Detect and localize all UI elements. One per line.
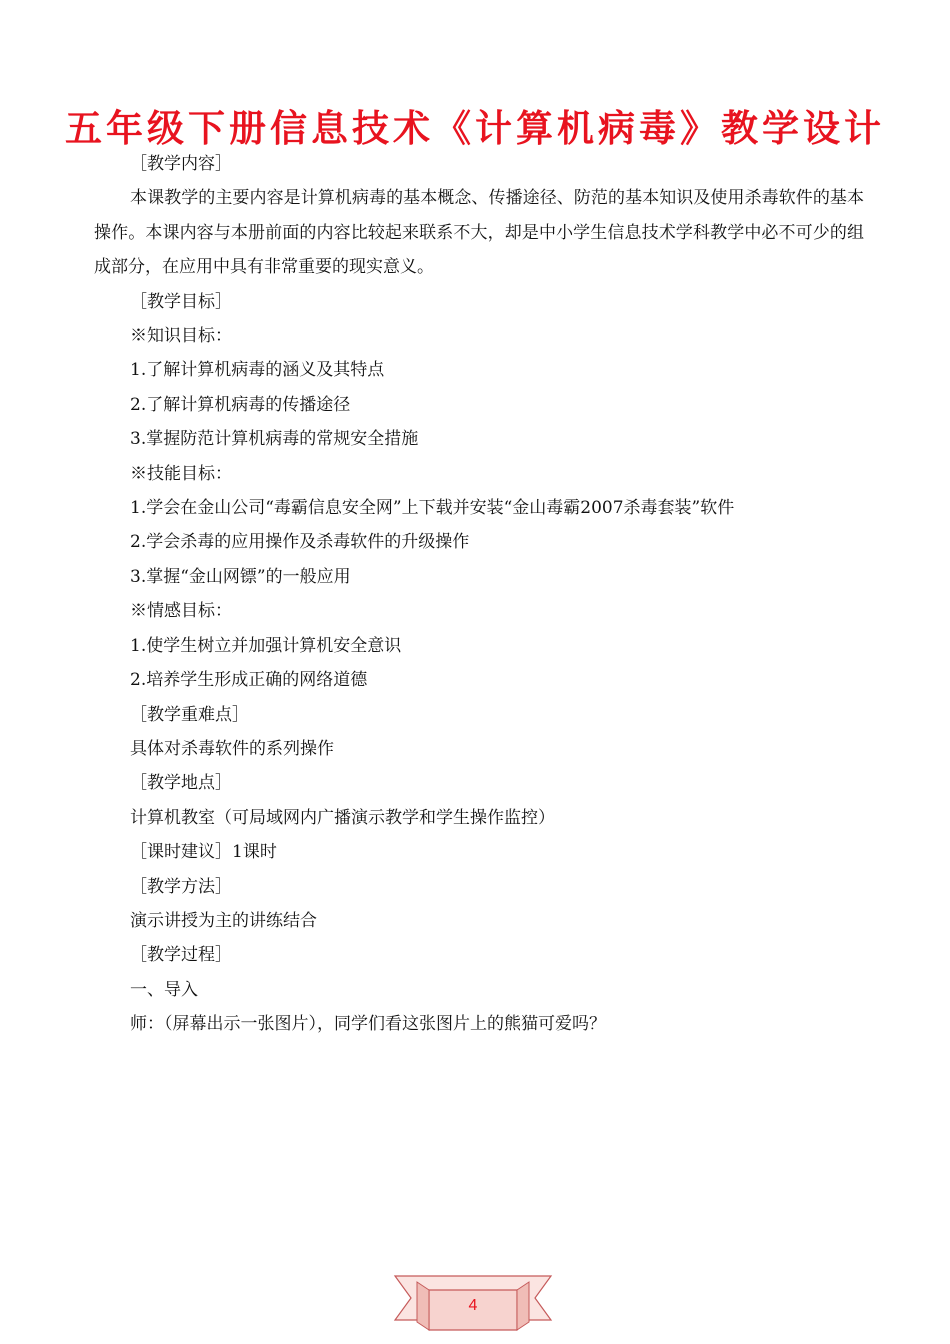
section-heading-content: ［教学内容］ [130, 154, 232, 174]
paragraph-keypoints: 具体对杀毒软件的系列操作 [130, 738, 334, 759]
section-heading-place: ［教学地点］ [130, 773, 232, 794]
list-item: 1.了解计算机病毒的涵义及其特点 [130, 360, 385, 381]
section-heading-keypoints: ［教学重难点］ [130, 704, 249, 725]
list-item: 2.学会杀毒的应用操作及杀毒软件的升级操作 [130, 532, 470, 553]
subheading-knowledge: ※知识目标： [130, 326, 232, 347]
subheading-emotion: ※情感目标： [130, 601, 232, 622]
section-heading-method: ［教学方法］ [130, 876, 232, 897]
paragraph-method: 演示讲授为主的讲练结合 [130, 910, 317, 931]
page-number: 4 [468, 1297, 478, 1314]
subheading-skill: ※技能目标： [130, 463, 232, 484]
section-heading-process: ［教学过程］ [130, 945, 232, 966]
list-item: 1.学会在金山公司“毒霸信息安全网”上下载并安装“金山毒霸2007杀毒套装”软件 [130, 498, 735, 519]
list-item: 3.掌握防范计算机病毒的常规安全措施 [130, 429, 419, 450]
paragraph-process-1: 一、导入 [130, 979, 198, 1000]
list-item: 3.掌握“金山网镖”的一般应用 [130, 566, 351, 587]
paragraph-process-2: 师：（屏幕出示一张图片），同学们看这张图片上的熊猫可爱吗？ [130, 1014, 606, 1035]
document-title: 五年级下册信息技术《计算机病毒》教学设计 [65, 106, 885, 150]
section-heading-hours: ［课时建议］1课时 [130, 842, 277, 863]
page-footer [393, 1272, 553, 1332]
document-body [94, 147, 864, 1042]
section-heading-goals: ［教学目标］ [130, 291, 232, 312]
list-item: 2.了解计算机病毒的传播途径 [130, 394, 351, 415]
list-item: 2.培养学生形成正确的网络道德 [130, 670, 368, 691]
paragraph-content: 本课教学的主要内容是计算机病毒的基本概念、传播途径、防范的基本知识及使用杀毒软件的基本操作。本课内容与本册前面的内容比较起来联系不大，却是中小学生信息技术学科教学中必不可少的组成部分，在应用中具有非常重要的现实意义。 [94, 188, 864, 278]
list-item: 1.使学生树立并加强计算机安全意识 [130, 635, 402, 656]
paragraph-place: 计算机教室（可局域网内广播演示教学和学生操作监控） [130, 807, 555, 828]
